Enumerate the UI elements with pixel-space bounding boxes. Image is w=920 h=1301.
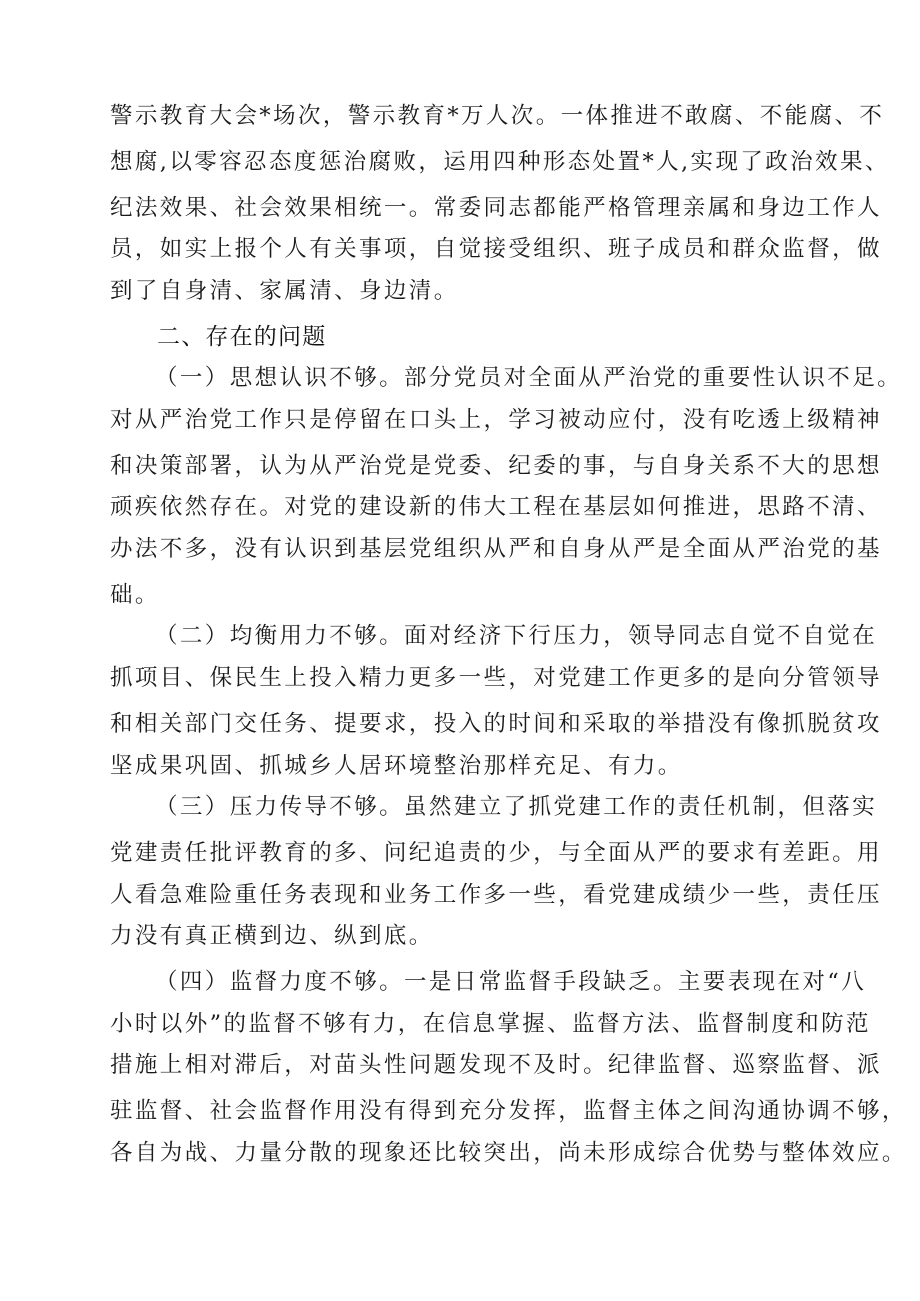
text-line: 员，如实上报个人有关事项，自觉接受组织、班子成员和群众监督，做	[110, 236, 882, 262]
text-line: 到了自身清、家属清、身边清。	[110, 278, 459, 304]
text-line: （一）思想认识不够。部分党员对全面从严治党的重要性认识不足。	[155, 365, 903, 391]
text-line: 力没有真正横到边、纵到底。	[110, 923, 434, 949]
text-line: 措施上相对滞后，对苗头性问题发现不及时。纪律监督、巡察监督、派	[110, 1052, 882, 1078]
text-line: （二）均衡用力不够。面对经济下行压力，领导同志自觉不自觉在	[155, 623, 878, 649]
text-line: 党建责任批评教育的多、问纪追责的少，与全面从严的要求有差距。用	[110, 840, 882, 866]
text-line: 和决策部署，认为从严治党是党委、纪委的事，与自身关系不大的思想	[110, 453, 882, 479]
text-line: 坚成果巩固、抓城乡人居环境整治那样充足、有力。	[110, 753, 683, 779]
text-line: 警示教育大会*场次，警示教育*万人次。一体推进不敢腐、不能腐、不	[110, 103, 885, 129]
text-line: 小时以外”的监督不够有力，在信息掌握、监督方法、监督制度和防范	[110, 1011, 871, 1037]
text-line: （四）监督力度不够。一是日常监督手段缺乏。主要表现在对“八	[155, 969, 867, 995]
text-line: 和相关部门交任务、提要求，投入的时间和采取的举措没有像抓脱贫攻	[110, 711, 882, 737]
text-line: 人看急难险重任务表现和业务工作多一些，看党建成绩少一些，责任压	[110, 882, 882, 908]
text-line: 想腐,以零容忍态度惩治腐败，运用四种形态处置*人,实现了政治效果、	[110, 149, 890, 175]
text-line: 对从严治党工作只是停留在口头上，学习被动应付，没有吃透上级精神	[110, 407, 882, 433]
text-line: （三）压力传导不够。虽然建立了抓党建工作的责任机制，但落实	[155, 794, 878, 820]
text-line: 各自为战、力量分散的现象还比较突出，尚未形成综合优势与整体效应。	[110, 1140, 907, 1166]
text-line: 顽疾依然存在。对党的建设新的伟大工程在基层如何推进，思路不清、	[110, 494, 882, 520]
text-line: 抓项目、保民生上投入精力更多一些，对党建工作更多的是向分管领导	[110, 665, 882, 691]
text-line: 驻监督、社会监督作用没有得到充分发挥，监督主体之间沟通协调不够，	[110, 1098, 907, 1124]
section-heading: 二、存在的问题	[157, 324, 327, 350]
text-line: 办法不多，没有认识到基层党组织从严和自身从严是全面从严治党的基	[110, 536, 882, 562]
text-line: 纪法效果、社会效果相统一。常委同志都能严格管理亲属和身边工作人	[110, 195, 882, 221]
text-line: 础。	[110, 582, 160, 608]
